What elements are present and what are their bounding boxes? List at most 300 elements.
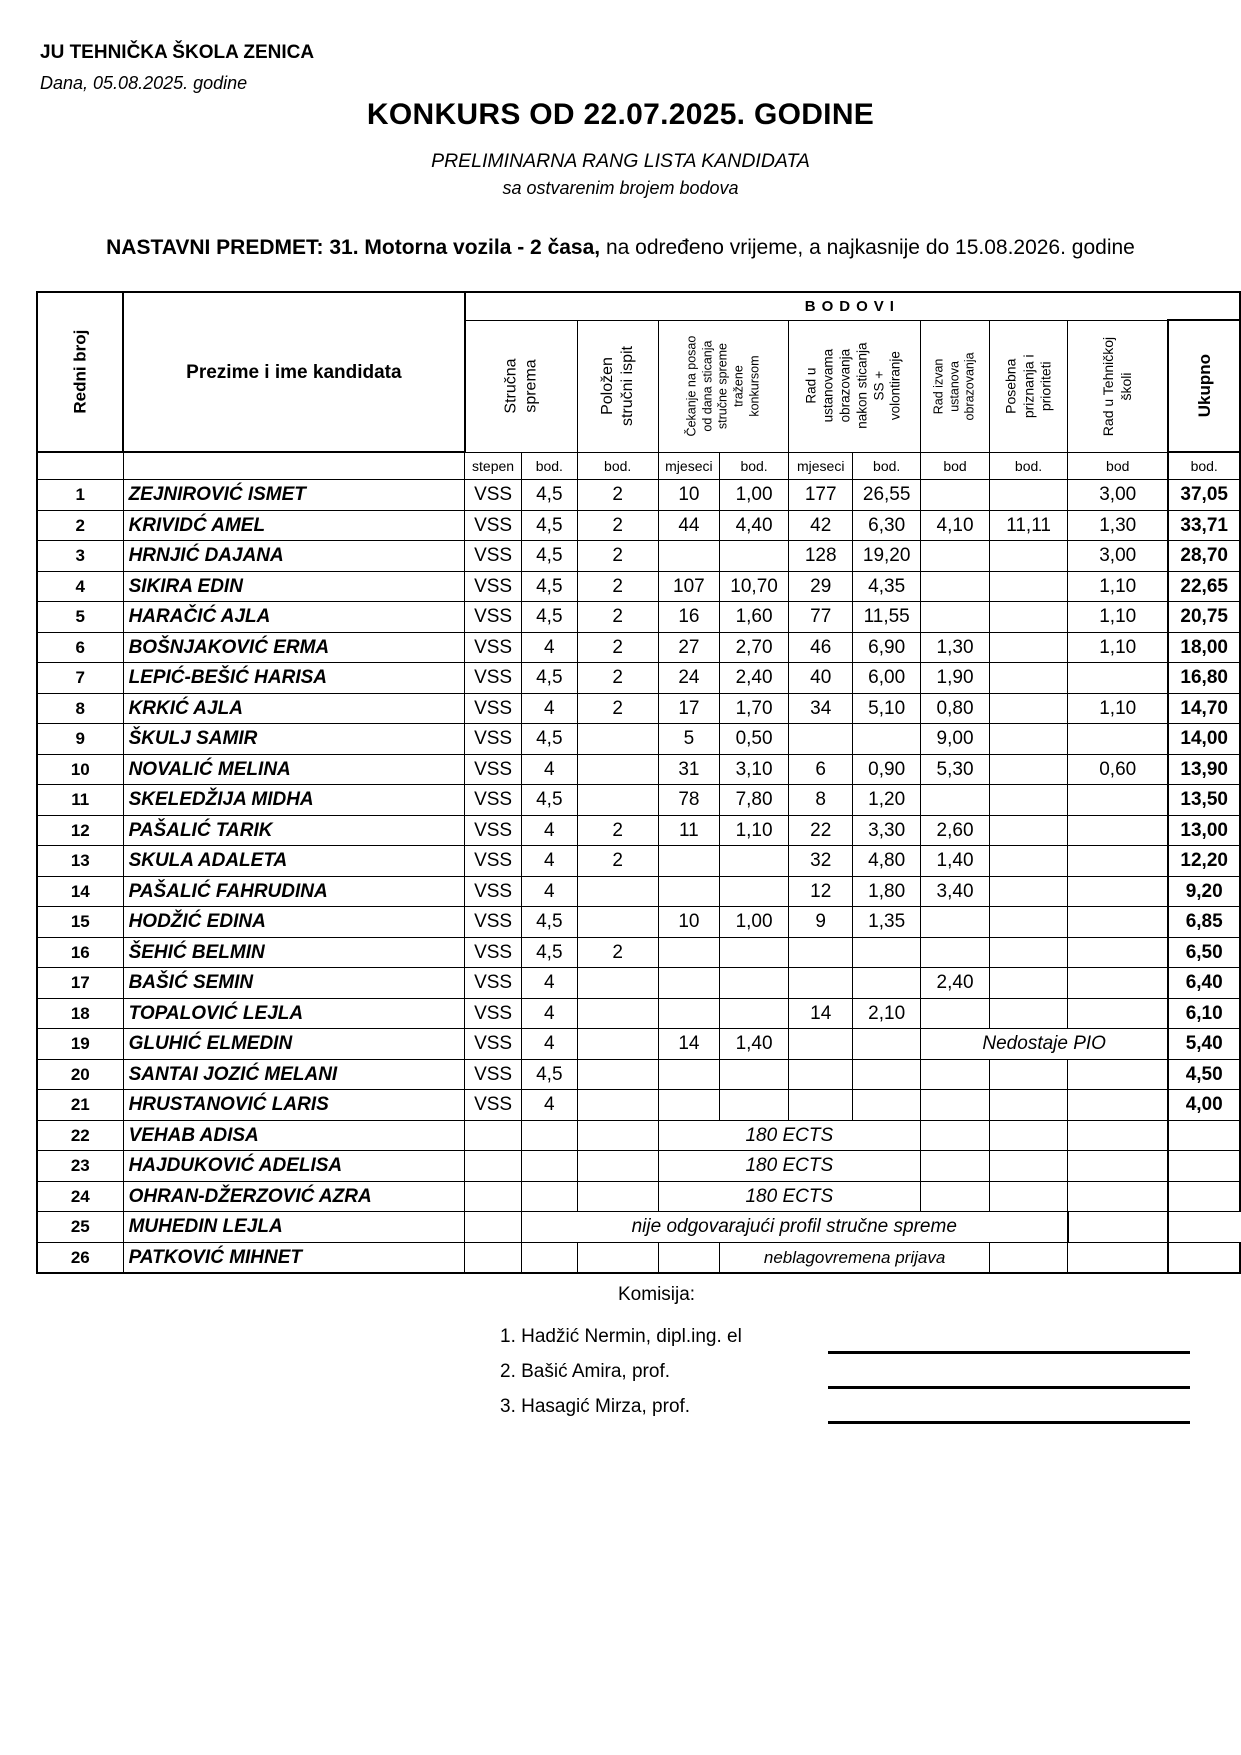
cell-empty [990, 1120, 1068, 1151]
candidate-name: SIKIRA EDIN [123, 571, 465, 602]
cell-rm: 32 [789, 846, 853, 877]
cell-rbod: 11,55 [853, 602, 921, 633]
cell-ss: 4,5 [521, 724, 577, 755]
cell-total: 37,05 [1168, 480, 1240, 511]
cell-rbod [853, 937, 921, 968]
row-number: 16 [37, 937, 123, 968]
cell-cm: 27 [658, 632, 719, 663]
cell-teh: 0,60 [1068, 754, 1169, 785]
row-number: 3 [37, 541, 123, 572]
cell-empty [1068, 1059, 1169, 1090]
cell-empty [1068, 1181, 1169, 1212]
unit-label: stepen [465, 452, 522, 480]
row-number: 8 [37, 693, 123, 724]
cell-isp: 2 [577, 480, 658, 511]
cell-rbod: 1,35 [853, 907, 921, 938]
header-strucna-sprema [465, 320, 577, 452]
cell-izv: 2,60 [920, 815, 989, 846]
cell-teh [1068, 785, 1169, 816]
cell-cb: 0,50 [720, 724, 789, 755]
table-row [37, 541, 1240, 572]
table-row [37, 1181, 1240, 1212]
ranking-table [36, 291, 1241, 1274]
cell-pos [990, 937, 1068, 968]
cell-ss: 4,5 [521, 602, 577, 633]
cell-total: 9,20 [1168, 876, 1240, 907]
subtitle: PRELIMINARNA RANG LISTA KANDIDATA [431, 150, 810, 172]
cell-cm [658, 937, 719, 968]
cell-stepen: VSS [465, 1090, 522, 1121]
cell-empty [990, 1242, 1068, 1273]
cell-empty [789, 1090, 853, 1121]
candidate-name: HAJDUKOVIĆ ADELISA [123, 1151, 465, 1182]
cell-teh: 3,00 [1068, 480, 1169, 511]
cell-pos [990, 571, 1068, 602]
header-rad-ustanove [789, 320, 921, 452]
cell-note: nije odgovarajući profil stručne spreme [521, 1212, 1067, 1243]
unit-label: bod. [1168, 452, 1240, 480]
cell-cm: 17 [658, 693, 719, 724]
candidate-name: VEHAB ADISA [123, 1120, 465, 1151]
table-row [37, 754, 1240, 785]
candidate-name: GLUHIĆ ELMEDIN [123, 1029, 465, 1060]
cell-empty [853, 1090, 921, 1121]
cell-empty [465, 1242, 522, 1273]
row-number: 24 [37, 1181, 123, 1212]
cell-empty [465, 1151, 522, 1182]
cell-isp: 2 [577, 602, 658, 633]
cell-ss: 4,5 [521, 1059, 577, 1090]
candidate-name: NOVALIĆ MELINA [123, 754, 465, 785]
cell-cm [658, 846, 719, 877]
cell-teh [1068, 846, 1169, 877]
cell-stepen: VSS [465, 907, 522, 938]
header-redni-broj-label: Redni broj [70, 329, 90, 415]
cell-total: 4,50 [1168, 1059, 1240, 1090]
cell-ss: 4 [521, 754, 577, 785]
cell-rbod [853, 968, 921, 999]
cell-pos [990, 541, 1068, 572]
cell-empty [465, 1120, 522, 1151]
cell-teh [1068, 998, 1169, 1029]
cell-total: 13,00 [1168, 815, 1240, 846]
header-name: Prezime i ime kandidata [123, 292, 465, 452]
header-bodovi: BODOVI [465, 292, 1240, 320]
cell-total: 6,50 [1168, 937, 1240, 968]
cell-total: 4,00 [1168, 1090, 1240, 1121]
document-date: Dana, 05.08.2025. godine [40, 73, 248, 93]
candidate-name: SKELEDŽIJA MIDHA [123, 785, 465, 816]
cell-cb: 1,10 [720, 815, 789, 846]
cell-rm: 46 [789, 632, 853, 663]
cell-cb [720, 998, 789, 1029]
cell-cm [658, 876, 719, 907]
row-number: 9 [37, 724, 123, 755]
page-title: KONKURS OD 22.07.2025. GODINE [366, 98, 875, 131]
cell-cm: 78 [658, 785, 719, 816]
table-row [37, 815, 1240, 846]
cell-empty [577, 1120, 658, 1151]
cell-cm: 16 [658, 602, 719, 633]
header-polozen-label: Položen stručni ispit [598, 345, 636, 427]
cell-cb [720, 846, 789, 877]
cell-ss: 4 [521, 693, 577, 724]
cell-isp: 2 [577, 571, 658, 602]
header-polozen-ispit [577, 320, 658, 452]
cell-empty [920, 1120, 989, 1151]
cell-cm: 14 [658, 1029, 719, 1060]
cell-ss: 4 [521, 968, 577, 999]
row-number: 22 [37, 1120, 123, 1151]
candidate-name: ŠKULJ SAMIR [123, 724, 465, 755]
cell-note: 180 ECTS [658, 1120, 920, 1151]
cell-rm: 128 [789, 541, 853, 572]
cell-rm: 29 [789, 571, 853, 602]
cell-cm: 10 [658, 907, 719, 938]
school-name: JU TEHNIČKA ŠKOLA ZENICA [40, 42, 315, 63]
commission-member-3: 3. Hasagić Mirza, prof. [500, 1396, 691, 1417]
cell-cb: 1,00 [720, 907, 789, 938]
cell-stepen: VSS [465, 663, 522, 694]
cell-stepen: VSS [465, 754, 522, 785]
cell-teh: 1,30 [1068, 510, 1169, 541]
cell-rbod: 5,10 [853, 693, 921, 724]
cell-teh: 1,10 [1068, 602, 1169, 633]
cell-empty [990, 1059, 1068, 1090]
table-row [37, 785, 1240, 816]
signature-line-2 [828, 1386, 1190, 1389]
cell-note: 180 ECTS [658, 1181, 920, 1212]
unit-label: bod. [990, 452, 1068, 480]
commission-member-1: 1. Hadžić Nermin, dipl.ing. el [500, 1326, 742, 1347]
commission-member-2: 2. Bašić Amira, prof. [500, 1361, 671, 1382]
table-row [37, 1120, 1240, 1151]
header-izvan-label: Rad izvan ustanova obrazovanja [931, 351, 977, 421]
cell-stepen: VSS [465, 968, 522, 999]
subtitle-secondary: sa ostvarenim brojem bodova [502, 178, 739, 198]
subject-bold: NASTAVNI PREDMET: 31. Motorna vozila - 2 časa, [106, 236, 601, 259]
row-number: 25 [37, 1212, 123, 1243]
cell-cb: 2,40 [720, 663, 789, 694]
cell-izv [920, 998, 989, 1029]
row-number: 6 [37, 632, 123, 663]
cell-rbod: 4,80 [853, 846, 921, 877]
cell-isp [577, 998, 658, 1029]
header-tehnicka [1068, 320, 1169, 452]
header-strucna-label: Stručna sprema [502, 358, 540, 414]
cell-total: 12,20 [1168, 846, 1240, 877]
row-number: 15 [37, 907, 123, 938]
cell-cb: 10,70 [720, 571, 789, 602]
row-number: 11 [37, 785, 123, 816]
cell-rbod: 1,80 [853, 876, 921, 907]
cell-stepen: VSS [465, 480, 522, 511]
cell-total: 5,40 [1168, 1029, 1240, 1060]
cell-ss: 4,5 [521, 937, 577, 968]
cell-pos [990, 602, 1068, 633]
cell-izv: 4,10 [920, 510, 989, 541]
cell-rbod: 6,90 [853, 632, 921, 663]
cell-rm: 6 [789, 754, 853, 785]
cell-rm [789, 968, 853, 999]
cell-ss: 4,5 [521, 510, 577, 541]
cell-rm: 8 [789, 785, 853, 816]
cell-stepen: VSS [465, 1029, 522, 1060]
cell-izv: 3,40 [920, 876, 989, 907]
row-number: 10 [37, 754, 123, 785]
candidate-name: ZEJNIROVIĆ ISMET [123, 480, 465, 511]
cell-stepen: VSS [465, 693, 522, 724]
table-row [37, 724, 1240, 755]
cell-isp: 2 [577, 815, 658, 846]
cell-pos [990, 785, 1068, 816]
row-number: 18 [37, 998, 123, 1029]
cell-total: 6,85 [1168, 907, 1240, 938]
units-empty-rb [37, 452, 123, 480]
cell-total [1168, 1151, 1240, 1182]
cell-empty [1068, 1090, 1169, 1121]
cell-rm: 22 [789, 815, 853, 846]
cell-pos [990, 754, 1068, 785]
table-row [37, 846, 1240, 877]
cell-rm [789, 1029, 853, 1060]
cell-pos [990, 480, 1068, 511]
cell-empty [577, 1151, 658, 1182]
cell-total [1168, 1120, 1240, 1151]
cell-cm: 11 [658, 815, 719, 846]
cell-ss: 4 [521, 998, 577, 1029]
cell-teh [1068, 937, 1169, 968]
cell-cm: 5 [658, 724, 719, 755]
cell-stepen: VSS [465, 846, 522, 877]
cell-cm: 107 [658, 571, 719, 602]
table-row [37, 937, 1240, 968]
unit-label: bod. [521, 452, 577, 480]
cell-pos [990, 815, 1068, 846]
cell-rm: 34 [789, 693, 853, 724]
cell-stepen: VSS [465, 998, 522, 1029]
cell-stepen: VSS [465, 937, 522, 968]
cell-izv: 1,90 [920, 663, 989, 694]
cell-stepen: VSS [465, 602, 522, 633]
cell-izv: 1,40 [920, 846, 989, 877]
cell-empty [720, 1090, 789, 1121]
cell-empty [577, 1090, 658, 1121]
cell-total: 13,50 [1168, 785, 1240, 816]
unit-label: bod [1068, 452, 1169, 480]
cell-empty [577, 1059, 658, 1090]
candidate-name: ŠEHIĆ BELMIN [123, 937, 465, 968]
cell-empty [1068, 1151, 1169, 1182]
cell-ss: 4 [521, 815, 577, 846]
candidate-name: SKULA ADALETA [123, 846, 465, 877]
candidate-name: HODŽIĆ EDINA [123, 907, 465, 938]
cell-rm [789, 724, 853, 755]
header-posebna-label: Posebna priznanja i prioriteti [1002, 354, 1054, 418]
cell-rm: 177 [789, 480, 853, 511]
cell-total: 14,70 [1168, 693, 1240, 724]
candidate-name: HRNJIĆ DAJANA [123, 541, 465, 572]
cell-pos [990, 968, 1068, 999]
cell-izv [920, 907, 989, 938]
cell-cm: 24 [658, 663, 719, 694]
cell-empty [521, 1151, 577, 1182]
cell-pos [990, 907, 1068, 938]
candidate-name: KRIVIDĆ AMEL [123, 510, 465, 541]
candidate-name: OHRAN-DŽERZOVIĆ AZRA [123, 1181, 465, 1212]
cell-stepen: VSS [465, 541, 522, 572]
cell-pos [990, 846, 1068, 877]
table-row [37, 907, 1240, 938]
cell-empty [853, 1059, 921, 1090]
cell-total [1168, 1181, 1240, 1212]
table-row [37, 693, 1240, 724]
header-rad-izvan [920, 320, 989, 452]
candidate-name: HARAČIĆ AJLA [123, 602, 465, 633]
cell-rm: 12 [789, 876, 853, 907]
candidate-name: HRUSTANOVIĆ LARIS [123, 1090, 465, 1121]
cell-pos [990, 663, 1068, 694]
header-redni-broj [37, 292, 123, 452]
cell-pos [990, 876, 1068, 907]
cell-pos [990, 724, 1068, 755]
table-row [37, 663, 1240, 694]
cell-stepen: VSS [465, 876, 522, 907]
cell-cm [658, 968, 719, 999]
candidate-name: KRKIĆ AJLA [123, 693, 465, 724]
cell-isp: 2 [577, 846, 658, 877]
header-ukupno [1168, 320, 1240, 452]
cell-empty [465, 1212, 522, 1243]
cell-rbod: 26,55 [853, 480, 921, 511]
cell-empty [577, 1242, 658, 1273]
cell-isp [577, 785, 658, 816]
cell-cb: 7,80 [720, 785, 789, 816]
cell-ss: 4 [521, 1029, 577, 1060]
cell-stepen: VSS [465, 724, 522, 755]
units-row [37, 452, 1240, 480]
cell-cb: 1,00 [720, 480, 789, 511]
cell-cm [658, 541, 719, 572]
cell-stepen: VSS [465, 571, 522, 602]
table-row [37, 968, 1240, 999]
cell-cb: 1,70 [720, 693, 789, 724]
header-ukupno-label: Ukupno [1194, 354, 1214, 418]
cell-rm: 77 [789, 602, 853, 633]
cell-empty [920, 1151, 989, 1182]
cell-total: 22,65 [1168, 571, 1240, 602]
cell-total: 33,71 [1168, 510, 1240, 541]
cell-stepen: VSS [465, 815, 522, 846]
commission-title: Komisija: [618, 1284, 696, 1305]
candidate-name: MUHEDIN LEJLA [123, 1212, 465, 1243]
row-number: 20 [37, 1059, 123, 1090]
cell-izv [920, 937, 989, 968]
cell-cb [720, 541, 789, 572]
cell-total [1068, 1212, 1169, 1243]
cell-teh: 1,10 [1068, 632, 1169, 663]
cell-ss: 4 [521, 1090, 577, 1121]
unit-label: bod. [720, 452, 789, 480]
cell-rbod: 4,35 [853, 571, 921, 602]
cell-isp [577, 1029, 658, 1060]
cell-empty [658, 1090, 719, 1121]
cell-ss: 4,5 [521, 785, 577, 816]
cell-note: 180 ECTS [658, 1151, 920, 1182]
row-number: 26 [37, 1242, 123, 1273]
table-row [37, 480, 1240, 511]
row-number: 7 [37, 663, 123, 694]
unit-label: bod. [853, 452, 921, 480]
row-number: 21 [37, 1090, 123, 1121]
cell-empty [577, 1181, 658, 1212]
cell-rbod: 6,30 [853, 510, 921, 541]
cell-empty [990, 1090, 1068, 1121]
cell-izv [920, 541, 989, 572]
candidate-name: BAŠIĆ SEMIN [123, 968, 465, 999]
cell-rm: 14 [789, 998, 853, 1029]
cell-stepen: VSS [465, 1059, 522, 1090]
cell-pos: 11,11 [990, 510, 1068, 541]
cell-ss: 4,5 [521, 571, 577, 602]
cell-empty [521, 1242, 577, 1273]
row-number: 5 [37, 602, 123, 633]
header-cekanje-label: Čekanje na posao od dana sticanja stručne spreme tražene konkursom [684, 335, 761, 437]
cell-izv [920, 785, 989, 816]
cell-cb [720, 968, 789, 999]
cell-cm [658, 998, 719, 1029]
table-row [37, 1059, 1240, 1090]
cell-izv: 9,00 [920, 724, 989, 755]
cell-ss: 4,5 [521, 663, 577, 694]
cell-cb: 2,70 [720, 632, 789, 663]
units-empty-name [123, 452, 465, 480]
cell-rbod [853, 724, 921, 755]
cell-rm: 40 [789, 663, 853, 694]
table-row [37, 1029, 1240, 1060]
cell-empty [1068, 1242, 1169, 1273]
row-number: 1 [37, 480, 123, 511]
cell-rbod: 19,20 [853, 541, 921, 572]
cell-ss: 4 [521, 632, 577, 663]
unit-label: bod. [577, 452, 658, 480]
cell-cm: 31 [658, 754, 719, 785]
cell-total: 20,75 [1168, 602, 1240, 633]
cell-isp: 2 [577, 632, 658, 663]
cell-cb: 1,40 [720, 1029, 789, 1060]
cell-cb: 1,60 [720, 602, 789, 633]
cell-rbod: 1,20 [853, 785, 921, 816]
table-row [37, 510, 1240, 541]
table-row [37, 998, 1240, 1029]
cell-ss: 4,5 [521, 480, 577, 511]
row-number: 23 [37, 1151, 123, 1182]
cell-rbod: 6,00 [853, 663, 921, 694]
candidate-name: PATKOVIĆ MIHNET [123, 1242, 465, 1273]
unit-label: mjeseci [658, 452, 719, 480]
cell-total: 6,40 [1168, 968, 1240, 999]
cell-pos [990, 998, 1068, 1029]
table-row [37, 1151, 1240, 1182]
cell-empty [920, 1059, 989, 1090]
cell-stepen: VSS [465, 510, 522, 541]
row-number: 4 [37, 571, 123, 602]
cell-empty [658, 1242, 719, 1273]
cell-total [1168, 1242, 1240, 1273]
cell-teh [1068, 968, 1169, 999]
subject-line [0, 236, 1241, 260]
cell-teh [1068, 815, 1169, 846]
